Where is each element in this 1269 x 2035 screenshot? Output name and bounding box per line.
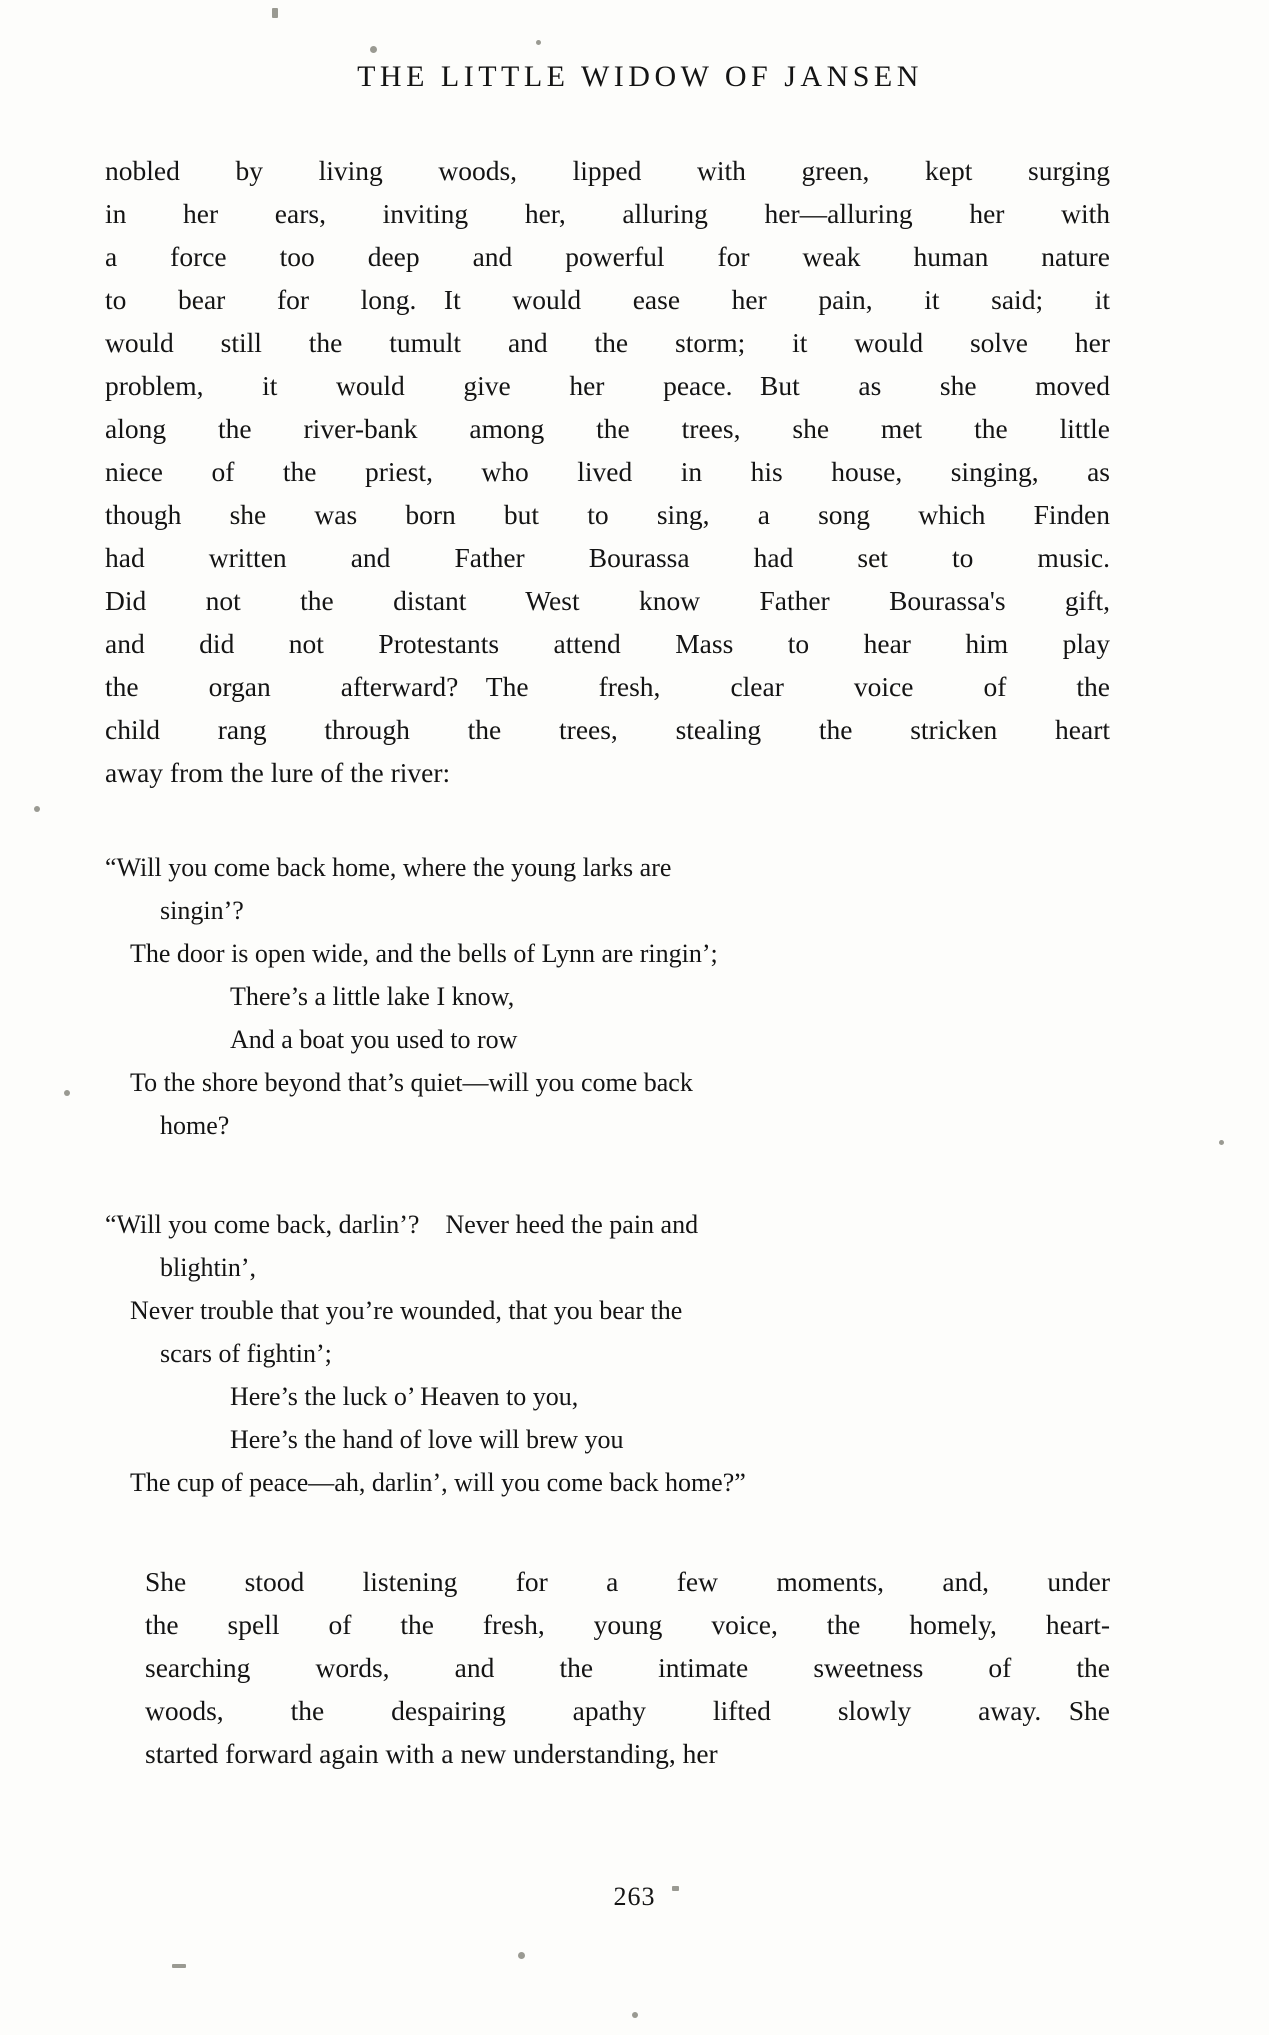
paragraph-closing bbox=[105, 1560, 1110, 1775]
scan-speck bbox=[272, 8, 278, 18]
verse-line: singin’? bbox=[160, 896, 244, 925]
verse-line: Here’s the hand of love will brew you bbox=[230, 1425, 624, 1454]
verse-line: Here’s the luck o’ Heaven to you, bbox=[230, 1382, 579, 1411]
scan-speck bbox=[536, 40, 541, 45]
scan-speck bbox=[632, 2012, 638, 2018]
verse-line: blightin’, bbox=[160, 1253, 257, 1282]
text-line: a force too deep and powerful for weak human nature bbox=[105, 241, 1110, 272]
verse-line: And a boat you used to row bbox=[230, 1025, 518, 1054]
text-line: and did not Protestants attend Mass to hear him play bbox=[105, 628, 1110, 659]
verse-line: scars of fightin’; bbox=[160, 1339, 332, 1368]
verse-stanza-1 bbox=[105, 846, 1115, 1147]
text-line: the spell of the fresh, young voice, the homely, heart- bbox=[145, 1609, 1110, 1640]
text-line: woods, the despairing apathy lifted slowly away. She bbox=[145, 1695, 1110, 1726]
text-line: along the river-bank among the trees, she met the little bbox=[105, 413, 1110, 444]
verse-line: Never trouble that you’re wounded, that you bear the bbox=[130, 1296, 683, 1325]
text-line: She stood listening for a few moments, and, under bbox=[145, 1566, 1110, 1597]
text-line: the organ afterward? The fresh, clear voice of the bbox=[105, 671, 1110, 702]
verse-line: There’s a little lake I know, bbox=[230, 982, 515, 1011]
verse-gap bbox=[105, 1147, 1165, 1203]
text-line: niece of the priest, who lived in his house, singing, as bbox=[105, 456, 1110, 487]
text-line: to bear for long. It would ease her pain, it said; it bbox=[105, 284, 1110, 315]
verse-gap bbox=[105, 794, 1165, 846]
page-content bbox=[105, 60, 1165, 1775]
scan-speck bbox=[1219, 1140, 1224, 1145]
text-line: searching words, and the intimate sweetness of the bbox=[145, 1652, 1110, 1683]
text-line: started forward again with a new understanding, her bbox=[145, 1738, 718, 1769]
verse-line: “Will you come back, darlin’? Never heed the pain and bbox=[105, 1210, 699, 1239]
verse-line: “Will you come back home, where the young larks are bbox=[105, 853, 672, 882]
verse-line: The door is open wide, and the bells of Lynn are ringin’; bbox=[130, 939, 718, 968]
scan-speck bbox=[518, 1952, 525, 1959]
text-line: away from the lure of the river: bbox=[105, 757, 451, 788]
scan-speck bbox=[172, 1964, 186, 1968]
text-line: problem, it would give her peace. But as she moved bbox=[105, 370, 1110, 401]
scan-speck bbox=[34, 806, 40, 812]
text-line: in her ears, inviting her, alluring her—alluring her with bbox=[105, 198, 1110, 229]
running-head: THE LITTLE WIDOW OF JANSEN bbox=[357, 60, 923, 93]
text-line: would still the tumult and the storm; it would solve her bbox=[105, 327, 1110, 358]
verse-line: The cup of peace—ah, darlin’, will you come back home?” bbox=[130, 1468, 746, 1497]
text-line: nobled by living woods, lipped with green, kept surging bbox=[105, 155, 1110, 186]
text-line: had written and Father Bourassa had set to music. bbox=[105, 542, 1110, 573]
text-line: child rang through the trees, stealing the stricken heart bbox=[105, 714, 1110, 745]
verse-line: To the shore beyond that’s quiet—will you come back bbox=[130, 1068, 693, 1097]
text-line: though she was born but to sing, a song which Finden bbox=[105, 499, 1110, 530]
text-line: Did not the distant West know Father Bourassa's gift, bbox=[105, 585, 1110, 616]
scan-speck bbox=[64, 1090, 70, 1096]
paragraph-gap bbox=[105, 1504, 1165, 1560]
scan-speck bbox=[370, 46, 377, 53]
page-number: 263 bbox=[613, 1882, 656, 1911]
verse-stanza-2 bbox=[105, 1203, 1115, 1504]
paragraph-opening bbox=[105, 149, 1110, 794]
verse-line: home? bbox=[160, 1111, 230, 1140]
